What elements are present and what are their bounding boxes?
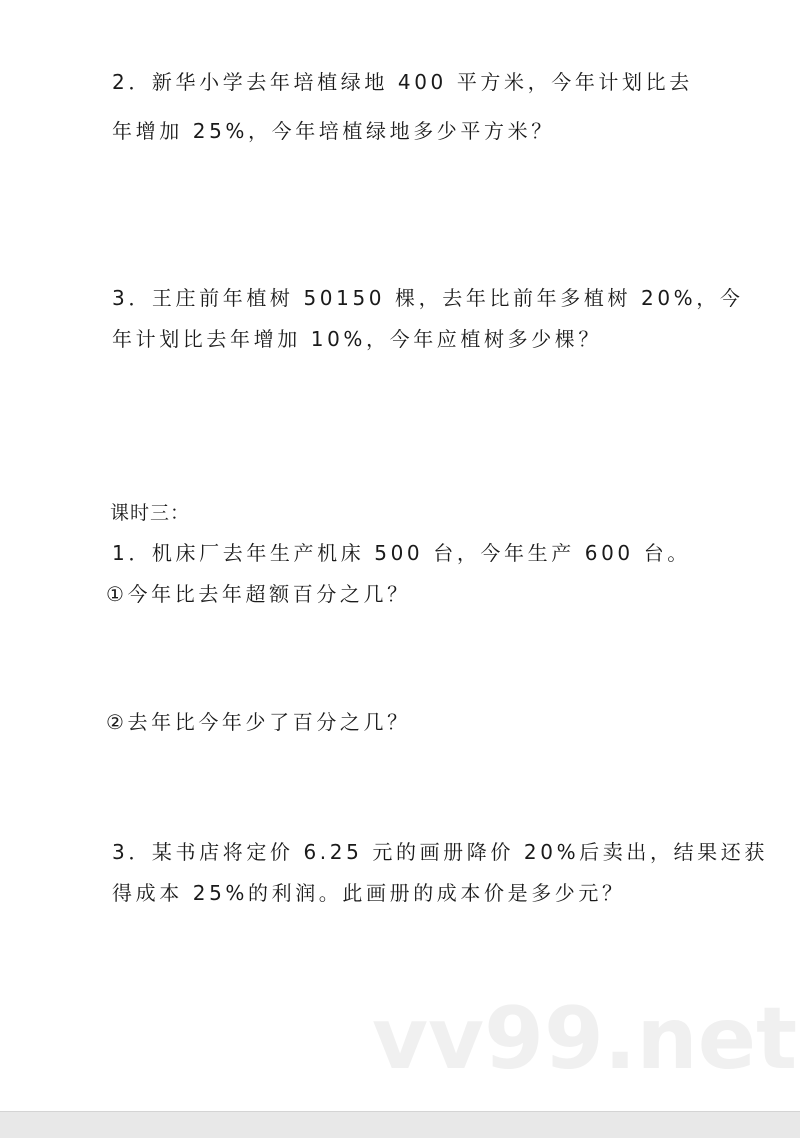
viewer-bottom-bar	[0, 1111, 800, 1138]
problem-2-line-1: 2．新华小学去年培植绿地 400 平方米，今年计划比去	[112, 70, 693, 94]
lesson-3-question-3-line-2: 得成本 25%的利润。此画册的成本价是多少元？	[112, 881, 626, 905]
watermark-text: vv99.net	[372, 989, 798, 1089]
lesson-3-question-1-part-2: ②去年比今年少了百分之几？	[106, 710, 411, 734]
lesson-3-heading: 课时三：	[110, 502, 191, 524]
problem-3-line-1: 3．王庄前年植树 50150 棵，去年比前年多植树 20%，今	[112, 286, 744, 310]
problem-3-line-2: 年计划比去年增加 10%，今年应植树多少棵？	[112, 327, 603, 351]
lesson-3-question-1: 1．机床厂去年生产机床 500 台，今年生产 600 台。	[112, 541, 691, 565]
lesson-3-question-3-line-1: 3．某书店将定价 6.25 元的画册降价 20%后卖出，结果还获	[112, 840, 768, 864]
problem-2-line-2: 年增加 25%，今年培植绿地多少平方米？	[112, 119, 555, 143]
lesson-3-question-1-part-1: ①今年比去年超额百分之几？	[106, 582, 411, 606]
